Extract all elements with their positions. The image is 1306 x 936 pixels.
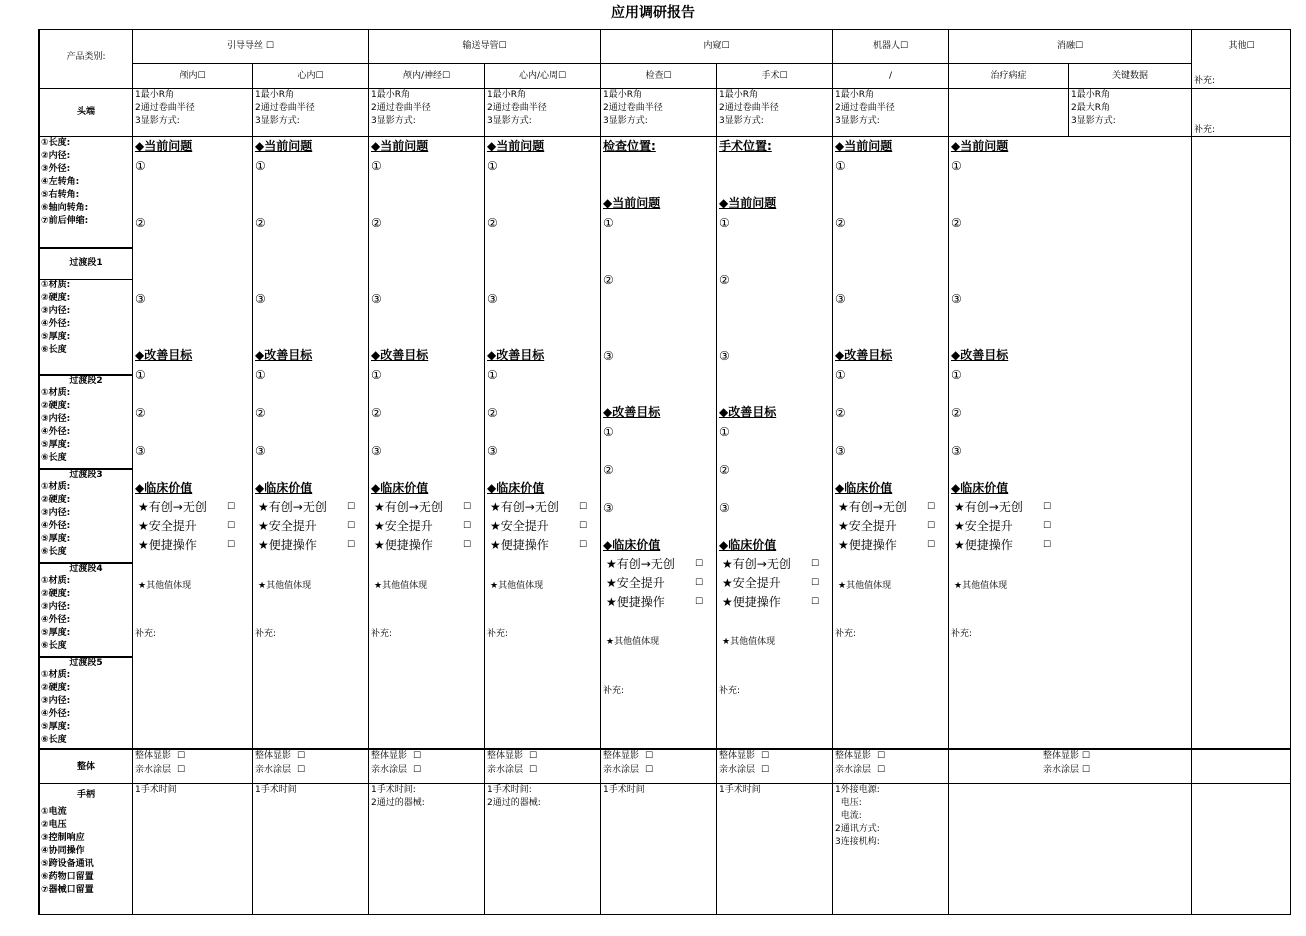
col-endo-1-supplement: 补充: <box>603 686 625 696</box>
col-endo-1-problem-2: ② <box>603 273 614 287</box>
handle-cell-2: 1手术时间 <box>255 785 297 795</box>
col-1-supplement: 补充: <box>135 629 157 639</box>
col-4-value-other: ★其他值体现 <box>490 581 544 591</box>
col-2-problem-2: ② <box>255 216 266 230</box>
checkbox[interactable]: ☐ <box>347 502 356 512</box>
col-endo-2-problem-3: ③ <box>719 349 730 363</box>
col-endo-2-problem-2: ② <box>719 273 730 287</box>
col-1-value-heading: ◆临床价值 <box>135 481 193 495</box>
ablation-imaging[interactable]: 整体显影 ☐ <box>1043 751 1090 761</box>
col-5-goal-heading: ◆改善目标 <box>835 348 893 362</box>
col-endo-2-problem-1: ① <box>719 216 730 230</box>
col-endo-1-value-convenience: ★便捷操作 <box>606 595 665 609</box>
handle-cell-4: 1手术时间: 2通过的器械: <box>487 785 541 808</box>
col-endo-2-value-other: ★其他值体现 <box>722 637 776 647</box>
col-endo-2-position: 手术位置: <box>719 139 772 153</box>
col-4-goal-heading: ◆改善目标 <box>487 348 545 362</box>
col-6-problem-heading: ◆当前问题 <box>951 139 1009 153</box>
tip-cell-3: 1最小R角 2通过卷曲半径 3显影方式: <box>371 90 431 126</box>
col-endo-2-value-safety: ★安全提升 <box>722 576 781 590</box>
page-title: 应用调研报告 <box>611 5 695 21</box>
row-whole: 整体 <box>76 762 95 772</box>
checkbox[interactable]: ☐ <box>695 597 704 607</box>
imaging-col-1[interactable] <box>135 750 185 762</box>
checkbox[interactable]: ☐ <box>227 502 236 512</box>
col-2-goal-heading: ◆改善目标 <box>255 348 313 362</box>
imaging-label: 整体显影 <box>135 751 172 761</box>
checkbox[interactable]: ☐ <box>177 751 186 761</box>
col-endo-1-problem-heading: ◆当前问题 <box>603 196 661 210</box>
checkbox[interactable]: ☐ <box>695 578 704 588</box>
checkbox[interactable]: ☐ <box>413 765 422 775</box>
row-transition-2: 过渡段2 <box>69 376 103 386</box>
coating-col-6[interactable] <box>719 764 769 776</box>
imaging-col-6[interactable] <box>719 750 769 762</box>
coating-label: 亲水涂层 <box>255 765 292 775</box>
sub-intracranial[interactable]: 颅内☐ <box>179 71 206 81</box>
col-1-value-noninvasive: ★有创→无创 <box>138 500 207 514</box>
checkbox[interactable]: ☐ <box>463 502 472 512</box>
checkbox[interactable]: ☐ <box>645 751 654 761</box>
col-2-problem-1: ① <box>255 159 266 173</box>
col-6-value-other: ★其他值体现 <box>954 581 1008 591</box>
col-2-supplement: 补充: <box>255 629 277 639</box>
col-endo-2-value-heading: ◆临床价值 <box>719 538 777 552</box>
checkbox[interactable]: ☐ <box>695 559 704 569</box>
col-5-value-heading: ◆临床价值 <box>835 481 893 495</box>
col-5-problem-3: ③ <box>835 292 846 306</box>
checkbox[interactable]: ☐ <box>297 765 306 775</box>
col-5-problem-1: ① <box>835 159 846 173</box>
col-endo-1-goal-3: ③ <box>603 501 614 515</box>
col-6-value-safety: ★安全提升 <box>954 519 1013 533</box>
col-endo-2-value-convenience: ★便捷操作 <box>722 595 781 609</box>
col-6-goal-1: ① <box>951 368 962 382</box>
col-3-goal-2: ② <box>371 406 382 420</box>
col-4-problem-3: ③ <box>487 292 498 306</box>
checkbox[interactable]: ☐ <box>413 751 422 761</box>
col-endo-2-goal-2: ② <box>719 463 730 477</box>
col-1-goal-3: ③ <box>135 444 146 458</box>
col-3-value-noninvasive: ★有创→无创 <box>374 500 443 514</box>
checkbox[interactable]: ☐ <box>877 765 886 775</box>
imaging-col-4[interactable] <box>487 750 537 762</box>
checkbox[interactable]: ☐ <box>177 765 186 775</box>
row-tip: 头端 <box>76 107 95 117</box>
col-4-problem-heading: ◆当前问题 <box>487 139 545 153</box>
col-5-goal-2: ② <box>835 406 846 420</box>
sub-robot-none: / <box>888 71 893 81</box>
col-endo-1-problem-3: ③ <box>603 349 614 363</box>
col-endo-2-goal-3: ③ <box>719 501 730 515</box>
tip-cell-5: 1最小R角 2通过卷曲半径 3显影方式: <box>603 90 663 126</box>
imaging-col-5[interactable] <box>603 750 653 762</box>
handle-cell-3: 1手术时间: 2通过的器械: <box>371 785 425 808</box>
col-endo-2-value-noninvasive: ★有创→无创 <box>722 557 791 571</box>
col-6-problem-3: ③ <box>951 292 962 306</box>
col-5-value-convenience: ★便捷操作 <box>838 538 897 552</box>
coating-label: 亲水涂层 <box>487 765 524 775</box>
sub-disease: 治疗病症 <box>990 71 1027 81</box>
sub-neuro[interactable]: 颅内/神经☐ <box>402 71 451 81</box>
coating-col-2[interactable] <box>255 764 305 776</box>
col-endo-1-position: 检查位置: <box>603 139 656 153</box>
col-endo-2-supplement: 补充: <box>719 686 741 696</box>
checkbox[interactable]: ☐ <box>927 502 936 512</box>
col-3-value-heading: ◆临床价值 <box>371 481 429 495</box>
checkbox[interactable]: ☐ <box>463 521 472 531</box>
checkbox[interactable]: ☐ <box>1043 540 1052 550</box>
col-3-supplement: 补充: <box>371 629 393 639</box>
col-6-goal-heading: ◆改善目标 <box>951 348 1009 362</box>
col-4-value-convenience: ★便捷操作 <box>490 538 549 552</box>
sub-cardiac[interactable]: 心内☐ <box>297 71 324 81</box>
row-transition-1: 过渡段1 <box>69 258 103 268</box>
sub-key-data: 关键数据 <box>1111 71 1148 81</box>
col-endo-1-problem-1: ① <box>603 216 614 230</box>
category-endoscope[interactable]: 内窥☐ <box>703 41 730 51</box>
handle-cell-robot: 1外接电源: 电压: 电流: 2通讯方式: 3连接机构: <box>835 785 880 847</box>
col-endo-1-goal-heading: ◆改善目标 <box>603 405 661 419</box>
col-4-problem-2: ② <box>487 216 498 230</box>
col-6-value-convenience: ★便捷操作 <box>954 538 1013 552</box>
checkbox[interactable]: ☐ <box>811 578 820 588</box>
tip-cell-key: 1最小R角 2最大R角 3显影方式: <box>1071 90 1116 126</box>
col-2-goal-3: ③ <box>255 444 266 458</box>
imaging-label: 整体显影 <box>719 751 756 761</box>
row-transition-3: 过渡段3 <box>69 470 103 480</box>
col-4-value-noninvasive: ★有创→无创 <box>490 500 559 514</box>
checkbox[interactable]: ☐ <box>347 521 356 531</box>
checkbox[interactable]: ☐ <box>1043 521 1052 531</box>
col-endo-2-problem-heading: ◆当前问题 <box>719 196 777 210</box>
col-3-problem-heading: ◆当前问题 <box>371 139 429 153</box>
checkbox[interactable]: ☐ <box>297 751 306 761</box>
checkbox[interactable]: ☐ <box>529 765 538 775</box>
checkbox[interactable]: ☐ <box>877 751 886 761</box>
col-1-value-safety: ★安全提升 <box>138 519 197 533</box>
col-endo-1-goal-1: ① <box>603 425 614 439</box>
other-supplement-1: 补充: <box>1194 76 1216 86</box>
col-4-problem-1: ① <box>487 159 498 173</box>
category-catheter[interactable]: 输送导管☐ <box>462 41 507 51</box>
imaging-label: 整体显影 <box>255 751 292 761</box>
col-5-value-other: ★其他值体现 <box>838 581 892 591</box>
checkbox[interactable]: ☐ <box>579 502 588 512</box>
coating-col-4[interactable] <box>487 764 537 776</box>
imaging-col-7[interactable] <box>835 750 885 762</box>
checkbox[interactable]: ☐ <box>579 540 588 550</box>
col-6-value-heading: ◆临床价值 <box>951 481 1009 495</box>
col-3-goal-3: ③ <box>371 444 382 458</box>
imaging-col-3[interactable] <box>371 750 421 762</box>
checkbox[interactable]: ☐ <box>761 751 770 761</box>
checkbox[interactable]: ☐ <box>927 521 936 531</box>
col-1-problem-1: ① <box>135 159 146 173</box>
col-2-problem-heading: ◆当前问题 <box>255 139 313 153</box>
col-2-value-safety: ★安全提升 <box>258 519 317 533</box>
col-2-value-heading: ◆临床价值 <box>255 481 313 495</box>
col-4-value-heading: ◆临床价值 <box>487 481 545 495</box>
coating-col-7[interactable] <box>835 764 885 776</box>
col-4-goal-3: ③ <box>487 444 498 458</box>
col-5-goal-1: ① <box>835 368 846 382</box>
checkbox[interactable]: ☐ <box>1043 502 1052 512</box>
col-endo-1-goal-2: ② <box>603 463 614 477</box>
col-3-problem-1: ① <box>371 159 382 173</box>
imaging-label: 整体显影 <box>603 751 640 761</box>
col-3-problem-3: ③ <box>371 292 382 306</box>
col-6-goal-3: ③ <box>951 444 962 458</box>
coating-label: 亲水涂层 <box>371 765 408 775</box>
col-2-problem-3: ③ <box>255 292 266 306</box>
category-guidewire[interactable]: 引导导丝 ☐ <box>227 41 274 51</box>
handle-cell-1: 1手术时间 <box>135 785 177 795</box>
imaging-label: 整体显影 <box>835 751 872 761</box>
col-3-problem-2: ② <box>371 216 382 230</box>
col-endo-2-goal-heading: ◆改善目标 <box>719 405 777 419</box>
col-5-problem-2: ② <box>835 216 846 230</box>
tip-cell-2: 1最小R角 2通过卷曲半径 3显影方式: <box>255 90 315 126</box>
tip-cell-1: 1最小R角 2通过卷曲半径 3显影方式: <box>135 90 195 126</box>
product-category-label: 产品类别: <box>66 52 106 62</box>
col-1-value-other: ★其他值体现 <box>138 581 192 591</box>
tip-cell-4: 1最小R角 2通过卷曲半径 3显影方式: <box>487 90 547 126</box>
col-3-goal-1: ① <box>371 368 382 382</box>
col-2-value-convenience: ★便捷操作 <box>258 538 317 552</box>
sub-inspection[interactable]: 检查☐ <box>645 71 672 81</box>
transition-1-params: ①材质: ②硬度: ③内径: ④外径: ⑤厚度: ⑥长度 <box>41 280 71 355</box>
imaging-col-2[interactable] <box>255 750 305 762</box>
col-3-value-convenience: ★便捷操作 <box>374 538 433 552</box>
row-transition-5: 过渡段5 <box>69 658 103 668</box>
category-other[interactable]: 其他☐ <box>1228 41 1255 51</box>
col-6-problem-1: ① <box>951 159 962 173</box>
checkbox[interactable]: ☐ <box>227 540 236 550</box>
col-2-value-noninvasive: ★有创→无创 <box>258 500 327 514</box>
coating-label: 亲水涂层 <box>719 765 756 775</box>
col-2-value-other: ★其他值体现 <box>258 581 312 591</box>
ablation-coating[interactable]: 亲水涂层 ☐ <box>1043 765 1090 775</box>
col-5-value-safety: ★安全提升 <box>838 519 897 533</box>
transition-5-params: ①材质: ②硬度: ③内径: ④外径: ⑤厚度: ⑥长度 <box>41 670 71 745</box>
col-5-problem-heading: ◆当前问题 <box>835 139 893 153</box>
checkbox[interactable]: ☐ <box>227 521 236 531</box>
col-5-value-noninvasive: ★有创→无创 <box>838 500 907 514</box>
checkbox[interactable]: ☐ <box>645 765 654 775</box>
handle-params: ①电流 ②电压 ③控制响应 ④协同操作 ⑤跨设备通讯 ⑥药物口留置 ⑦器械口留置 <box>41 807 94 895</box>
body-params: ①长度: ②内径: ③外径: ④左转角: ⑤右转角: ⑥轴向转角: ⑦前后伸缩: <box>41 138 89 226</box>
report-table <box>38 29 1291 915</box>
col-1-value-convenience: ★便捷操作 <box>138 538 197 552</box>
col-4-value-safety: ★安全提升 <box>490 519 549 533</box>
col-2-goal-1: ① <box>255 368 266 382</box>
col-1-problem-3: ③ <box>135 292 146 306</box>
checkbox[interactable]: ☐ <box>761 765 770 775</box>
col-4-goal-2: ② <box>487 406 498 420</box>
col-1-problem-2: ② <box>135 216 146 230</box>
col-2-goal-2: ② <box>255 406 266 420</box>
col-endo-2-goal-1: ① <box>719 425 730 439</box>
row-handle: 手柄 <box>76 790 95 800</box>
coating-col-3[interactable] <box>371 764 421 776</box>
col-3-value-other: ★其他值体现 <box>374 581 428 591</box>
col-5-supplement: 补充: <box>835 629 857 639</box>
col-6-goal-2: ② <box>951 406 962 420</box>
row-transition-4: 过渡段4 <box>69 564 103 574</box>
handle-cell-6: 1手术时间 <box>719 785 761 795</box>
col-1-goal-heading: ◆改善目标 <box>135 348 193 362</box>
col-endo-1-value-other: ★其他值体现 <box>606 637 660 647</box>
coating-label: 亲水涂层 <box>603 765 640 775</box>
category-robot[interactable]: 机器人☐ <box>872 41 909 51</box>
checkbox[interactable]: ☐ <box>529 751 538 761</box>
col-endo-1-value-safety: ★安全提升 <box>606 576 665 590</box>
tip-cell-7: 1最小R角 2通过卷曲半径 3显影方式: <box>835 90 895 126</box>
transition-2-params: ①材质: ②硬度: ③内径: ④外径: ⑤厚度: ⑥长度 <box>41 388 71 463</box>
coating-label: 亲水涂层 <box>835 765 872 775</box>
imaging-label: 整体显影 <box>371 751 408 761</box>
handle-cell-5: 1手术时间 <box>603 785 645 795</box>
col-1-goal-2: ② <box>135 406 146 420</box>
col-6-supplement: 补充: <box>951 629 973 639</box>
transition-4-params: ①材质: ②硬度: ③内径: ④外径: ⑤厚度: ⑥长度 <box>41 576 71 651</box>
col-1-problem-heading: ◆当前问题 <box>135 139 193 153</box>
col-3-goal-heading: ◆改善目标 <box>371 348 429 362</box>
other-supplement-2: 补充: <box>1194 125 1216 135</box>
checkbox[interactable]: ☐ <box>579 521 588 531</box>
col-6-value-noninvasive: ★有创→无创 <box>954 500 1023 514</box>
transition-3-params: ①材质: ②硬度: ③内径: ④外径: ⑤厚度: ⑥长度 <box>41 482 71 557</box>
sub-pericardial[interactable]: 心内/心周☐ <box>518 71 567 81</box>
checkbox[interactable]: ☐ <box>811 597 820 607</box>
col-4-supplement: 补充: <box>487 629 509 639</box>
coating-label: 亲水涂层 <box>135 765 172 775</box>
col-6-problem-2: ② <box>951 216 962 230</box>
imaging-label: 整体显影 <box>487 751 524 761</box>
col-4-goal-1: ① <box>487 368 498 382</box>
checkbox[interactable]: ☐ <box>347 540 356 550</box>
checkbox[interactable]: ☐ <box>927 540 936 550</box>
coating-col-5[interactable] <box>603 764 653 776</box>
col-1-goal-1: ① <box>135 368 146 382</box>
category-ablation[interactable]: 消融☐ <box>1056 41 1084 51</box>
tip-cell-6: 1最小R角 2通过卷曲半径 3显影方式: <box>719 90 779 126</box>
checkbox[interactable]: ☐ <box>811 559 820 569</box>
col-endo-1-value-noninvasive: ★有创→无创 <box>606 557 675 571</box>
col-endo-1-value-heading: ◆临床价值 <box>603 538 661 552</box>
checkbox[interactable]: ☐ <box>463 540 472 550</box>
col-5-goal-3: ③ <box>835 444 846 458</box>
sub-surgery[interactable]: 手术☐ <box>761 71 788 81</box>
coating-col-1[interactable] <box>135 764 185 776</box>
col-3-value-safety: ★安全提升 <box>374 519 433 533</box>
